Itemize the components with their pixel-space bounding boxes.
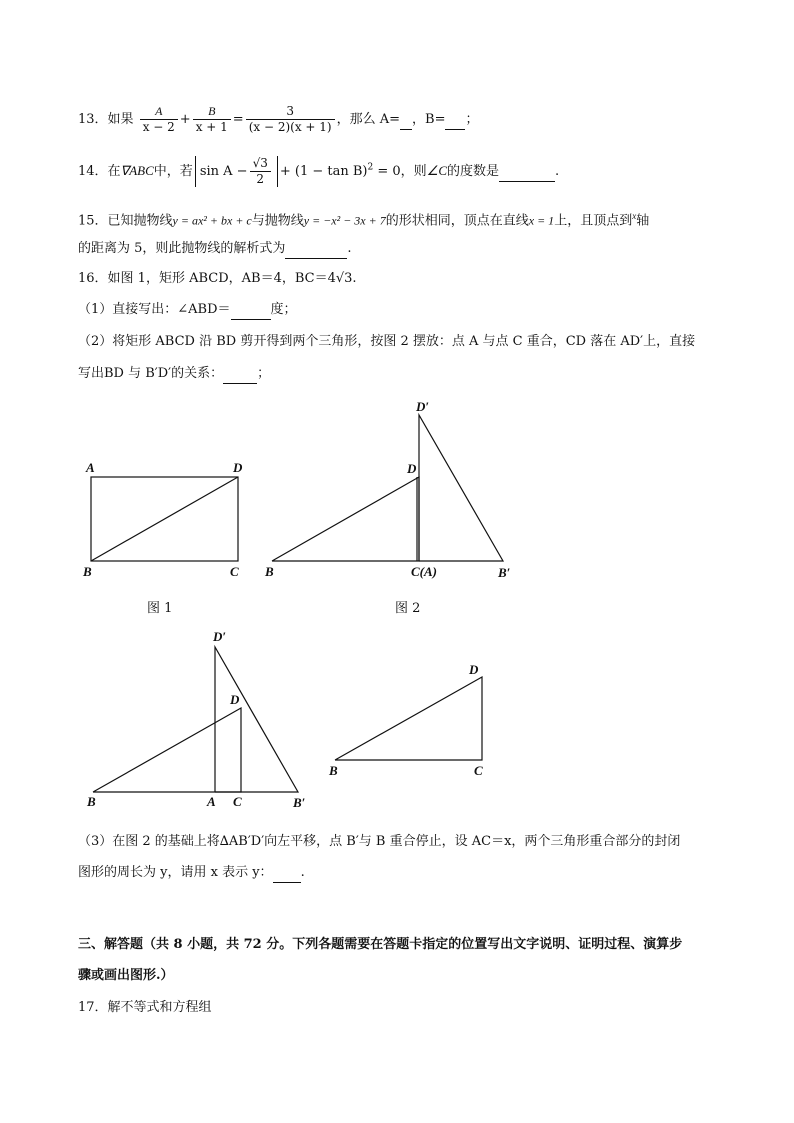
figure-1-caption: 图 1: [147, 601, 173, 616]
fig2-label-d: D: [407, 461, 417, 476]
q14-triangle: ∇ABC: [120, 163, 154, 178]
question-17: 17．解不等式和方程组: [78, 1000, 212, 1015]
question-16-part-2-line-1: （2）将矩形 ABCD 沿 BD 剪开得到两个三角形，按图 2 摆放：点 A 与点 C 重合，CD 落在 AD′上，直接: [78, 334, 696, 349]
fig1-label-c: C: [230, 564, 239, 579]
question-15-line-1: 15．已知抛物线y = ax² + bx + c与抛物线y = −x² − 3x + 7的形状相同，顶点在直线x = 1上，且顶点到$^x$轴: [78, 211, 650, 229]
fig3-label-b-prime: B′: [293, 795, 306, 810]
fig3-label-d: D: [230, 692, 240, 707]
question-16-part-3-line-1: （3）在图 2 的基础上将∆AB′D′向左平移，点 B′与 B 重合停止，设 AC＝x，两个三角形重合部分的封闭: [78, 834, 681, 849]
question-16-part-1: （1）直接写出：∠ABD＝ 度；: [78, 301, 297, 320]
fig1-label-d: D: [233, 460, 243, 475]
q14-absolute-value: sin A − $\frac{√3}{2}$: [195, 156, 278, 187]
fig2-label-b-prime: B′: [498, 565, 511, 580]
question-16-intro: 16．如图 1，矩形 ABCD，AB＝4，BC＝4√3.: [78, 271, 357, 286]
section-3-heading-line-2: 骤或画出图形.）: [78, 968, 174, 983]
question-14: 14．在∇ABC中，若 sin A − $\frac{√3}{2}$ + $(1 - \tan B)^2 = 0$，则∠C的度数是 .: [78, 156, 560, 186]
fig4-label-b: B: [329, 763, 338, 778]
question-16-part-3-line-2: 图形的周长为 y，请用 x 表示 y： .: [78, 864, 305, 883]
fig4-label-c: C: [474, 763, 483, 778]
figure-3: [93, 647, 298, 792]
q13-fraction-c: $\frac{3}{(x - 2)(x + 1)}$: [246, 104, 335, 135]
fig1-label-b: B: [83, 564, 92, 579]
triangle-bcd: [272, 477, 419, 561]
fig3-label-d-prime: D′: [213, 629, 227, 644]
fig3-label-b: B: [87, 794, 96, 809]
fig2-label-d-prime: D′: [416, 399, 430, 414]
question-13: 13．如果 $\frac{A}{x - 2}$ + $\frac{B}{x + 1}$ = $\frac{3}{(x - 2)(x + 1)}$ ，那么 A= ，B= ；: [78, 104, 479, 134]
question-15-line-2: 的距离为 5，则此抛物线的解析式为 .: [78, 240, 352, 259]
triangle-ab-prime-d-prime: [419, 415, 503, 561]
triangle-ab-prime-d-prime-fig3: [215, 647, 298, 792]
triangle-bcd-fig4: [335, 677, 482, 760]
fig4-label-d: D: [469, 662, 479, 677]
q13-number: 13．如果: [78, 112, 134, 127]
fig2-label-c-a: C(A): [411, 564, 437, 579]
section-3-heading-line-1: 三、解答题（共 8 小题，共 72 分。下列各题需要在答题卡指定的位置写出文字说明、证明过程、演算步: [78, 937, 683, 952]
figure-1: [91, 477, 238, 561]
fig1-label-a: A: [86, 460, 95, 475]
q16-part3-blank[interactable]: [273, 864, 301, 883]
fig3-label-a: A: [207, 794, 216, 809]
question-16-part-2-line-2: 写出BD 与 B′D′的关系： ；: [78, 365, 270, 384]
figure-2-caption: 图 2: [395, 601, 421, 616]
fig3-label-c: C: [233, 794, 242, 809]
q13-fraction-b: $\frac{B}{x + 1}$: [193, 104, 231, 135]
figure-4: [335, 677, 482, 760]
diagonal-bd: [91, 477, 238, 561]
q13-fraction-a: $\frac{A}{x - 2}$: [140, 104, 178, 135]
figure-2: [272, 415, 503, 561]
triangle-bcd-fig3: [93, 708, 241, 792]
fig2-label-b: B: [265, 564, 274, 579]
